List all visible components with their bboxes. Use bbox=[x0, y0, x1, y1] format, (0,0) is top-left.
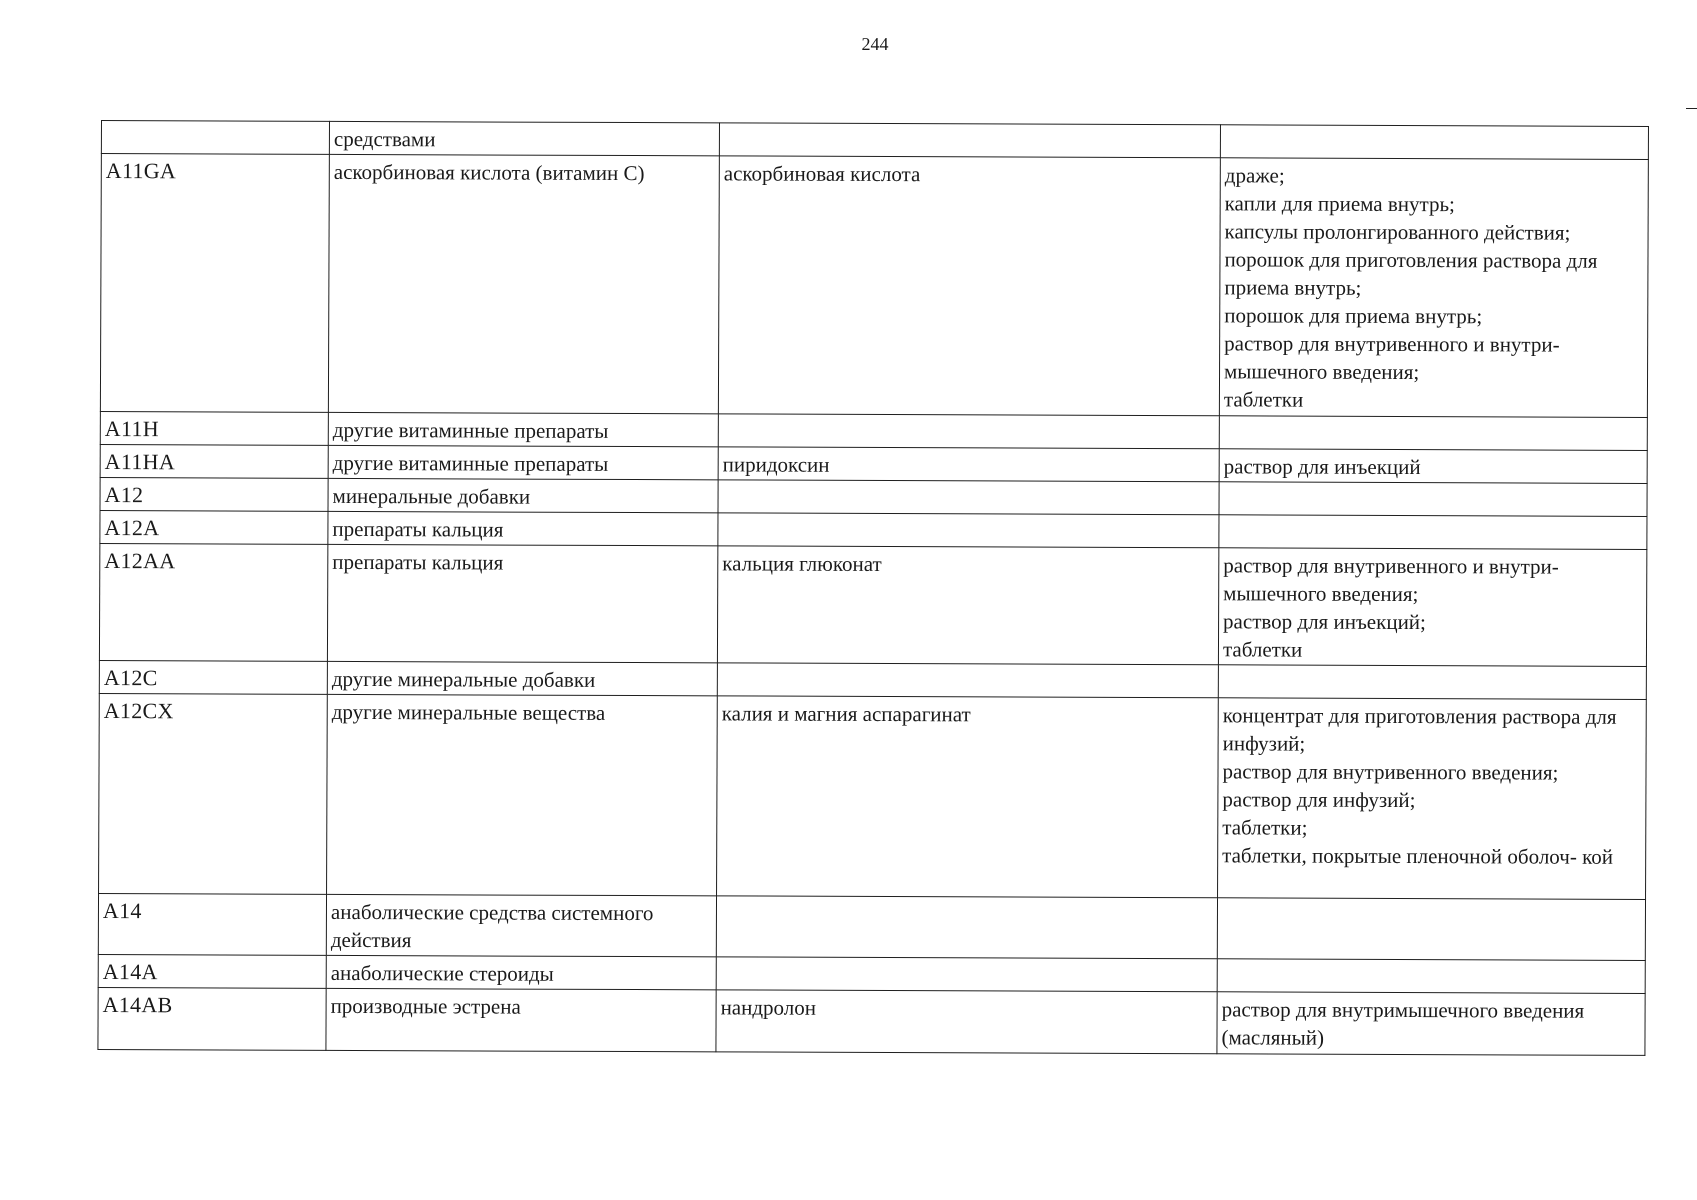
group-cell: минеральные добавки bbox=[328, 478, 718, 512]
dosage-forms-cell bbox=[1217, 992, 1645, 1056]
dosage-forms-cell bbox=[1217, 959, 1645, 994]
table-row bbox=[98, 893, 1645, 960]
group-cell: другие минеральные добавки bbox=[327, 661, 717, 695]
drug-name-cell bbox=[718, 513, 1219, 548]
drug-name-cell bbox=[717, 663, 1218, 698]
dosage-form-item: капсулы пролонгированного действия; bbox=[1224, 219, 1571, 245]
page-number: 244 bbox=[861, 34, 889, 54]
atc-code-cell: A12A bbox=[100, 510, 328, 544]
drug-name-cell bbox=[716, 896, 1217, 959]
group-cell: средствами bbox=[329, 121, 719, 155]
dosage-forms-cell bbox=[1219, 482, 1647, 517]
group-cell: производные эстрена bbox=[326, 988, 716, 1051]
atc-code-cell: A12AA bbox=[99, 543, 327, 661]
atc-code-cell: A11H bbox=[100, 411, 328, 445]
group-cell: анаболические стероиды bbox=[326, 955, 716, 989]
dosage-forms-cell bbox=[1218, 548, 1646, 667]
dosage-forms-cell bbox=[1219, 416, 1647, 451]
table-row bbox=[99, 543, 1646, 666]
dosage-form-item: таблетки bbox=[1223, 387, 1304, 412]
dosage-form-item: раствор для инфузий; bbox=[1222, 787, 1416, 813]
dosage-form-item: раствор для внутримышечного введения (масляный) bbox=[1221, 997, 1585, 1050]
dosage-form-item: раствор для инъекций bbox=[1223, 454, 1421, 480]
drug-name-cell bbox=[718, 480, 1219, 515]
group-cell: препараты кальция bbox=[327, 544, 717, 662]
drug-name-cell bbox=[719, 123, 1220, 158]
dosage-form-item: драже; bbox=[1224, 163, 1285, 188]
drug-name-cell: кальция глюконат bbox=[717, 546, 1218, 665]
dosage-form-item: раствор для инъекций; bbox=[1223, 609, 1426, 635]
atc-code-cell: A12C bbox=[99, 660, 327, 694]
group-cell: другие минеральные вещества bbox=[327, 694, 718, 895]
dosage-form-item: концентрат для приготовления раствора для инфузий; bbox=[1222, 703, 1617, 756]
dosage-form-item: капли для приема внутрь; bbox=[1224, 191, 1455, 217]
atc-code-cell: A14AB bbox=[98, 987, 326, 1050]
atc-code-cell: A14A bbox=[98, 954, 326, 988]
drug-name-cell bbox=[716, 957, 1217, 992]
atc-code-cell: A12 bbox=[100, 477, 328, 511]
group-cell: анаболические средства системного действия bbox=[326, 894, 716, 956]
drug-name-cell: пиридоксин bbox=[718, 447, 1219, 482]
dosage-form-item: порошок для приема внутрь; bbox=[1224, 303, 1483, 329]
table-row bbox=[99, 693, 1647, 899]
atc-code-cell: A11GA bbox=[100, 154, 329, 413]
dosage-form-item: порошок для приготовления раствора для приема внутрь; bbox=[1224, 247, 1598, 300]
table-row bbox=[100, 154, 1648, 418]
dosage-forms-cell bbox=[1218, 665, 1646, 700]
dosage-form-item: таблетки; bbox=[1222, 815, 1308, 840]
drug-list-table bbox=[97, 120, 1649, 1056]
group-cell: другие витаминные препараты bbox=[328, 412, 718, 446]
atc-code-cell: A14 bbox=[98, 893, 326, 955]
dosage-forms-cell bbox=[1219, 158, 1648, 418]
dosage-forms-cell bbox=[1220, 125, 1648, 160]
dosage-forms-cell bbox=[1219, 449, 1647, 484]
dosage-form-item: раствор для внутривенного и внутри- мышечного введения; bbox=[1223, 331, 1560, 385]
atc-code-cell: A12CX bbox=[99, 693, 328, 894]
drug-name-cell: аскорбиновая кислота bbox=[718, 156, 1220, 416]
dosage-forms-cell bbox=[1218, 698, 1647, 900]
atc-code-cell: A11HA bbox=[100, 444, 328, 478]
dosage-form-item: таблетки bbox=[1222, 637, 1303, 662]
margin-tick-mark bbox=[1686, 108, 1697, 109]
dosage-forms-cell bbox=[1217, 898, 1645, 961]
dosage-form-item: раствор для внутривенного и внутри- мышечного введения; bbox=[1223, 553, 1559, 607]
table-row bbox=[98, 987, 1645, 1055]
dosage-forms-cell bbox=[1219, 515, 1647, 550]
group-cell: препараты кальция bbox=[328, 511, 718, 545]
drug-name-cell: калия и магния аспарагинат bbox=[717, 696, 1219, 898]
atc-code-cell bbox=[101, 121, 329, 155]
drug-name-cell bbox=[718, 414, 1219, 449]
drug-name-cell: нандролон bbox=[716, 990, 1217, 1054]
dosage-form-item: раствор для внутривенного введения; bbox=[1222, 759, 1559, 785]
group-cell: аскорбиновая кислота (витамин С) bbox=[328, 154, 719, 413]
table-body bbox=[98, 121, 1649, 1056]
group-cell: другие витаминные препараты bbox=[328, 445, 718, 479]
dosage-form-item: таблетки, покрытые пленочной оболоч- кой bbox=[1222, 843, 1614, 869]
